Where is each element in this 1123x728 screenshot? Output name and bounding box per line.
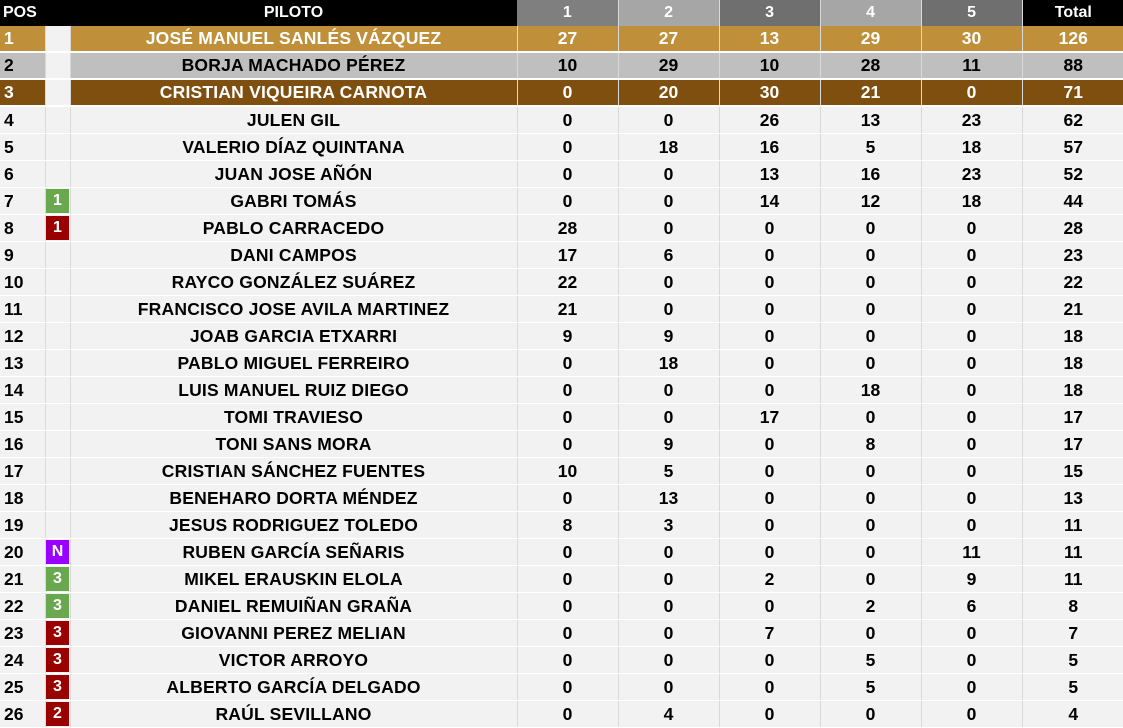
position-cell: 2 (0, 52, 45, 79)
round-3-points: 0 (719, 377, 820, 404)
position-change-cell (45, 269, 70, 296)
position-cell: 13 (0, 350, 45, 377)
round-5-points: 0 (921, 485, 1022, 512)
position-change-cell (45, 404, 70, 431)
round-1-points: 0 (517, 377, 618, 404)
round-2-points: 0 (618, 620, 719, 647)
driver-name: JUAN JOSE AÑÓN (70, 161, 517, 188)
driver-name: RAÚL SEVILLANO (70, 701, 517, 728)
total-points: 44 (1022, 188, 1123, 215)
round-5-points: 9 (921, 566, 1022, 593)
total-points: 11 (1022, 566, 1123, 593)
position-change-cell (45, 134, 70, 161)
position-cell: 15 (0, 404, 45, 431)
position-cell: 26 (0, 701, 45, 728)
position-change-cell (45, 512, 70, 539)
driver-name: JULEN GIL (70, 106, 517, 134)
round-4-points: 5 (820, 647, 921, 674)
round-1-points: 10 (517, 458, 618, 485)
header-pos: POS (0, 0, 70, 26)
position-change-badge: 3 (46, 621, 69, 645)
round-1-points: 0 (517, 593, 618, 620)
round-5-points: 6 (921, 593, 1022, 620)
position-cell: 12 (0, 323, 45, 350)
total-points: 88 (1022, 52, 1123, 79)
table-row (0, 512, 1123, 539)
table-row (0, 215, 1123, 242)
round-1-points: 17 (517, 242, 618, 269)
header-round-3: 3 (719, 0, 820, 26)
position-change-badge: 3 (46, 675, 69, 699)
round-2-points: 0 (618, 269, 719, 296)
position-change-badge: 3 (46, 567, 69, 591)
round-4-points: 0 (820, 485, 921, 512)
round-3-points: 0 (719, 242, 820, 269)
round-5-points: 11 (921, 52, 1022, 79)
table-header (0, 0, 1123, 26)
round-1-points: 28 (517, 215, 618, 242)
table-row (0, 52, 1123, 79)
round-2-points: 18 (618, 134, 719, 161)
driver-name: CRISTIAN VIQUEIRA CARNOTA (70, 79, 517, 106)
round-4-points: 13 (820, 106, 921, 134)
round-5-points: 0 (921, 674, 1022, 701)
position-cell: 14 (0, 377, 45, 404)
round-3-points: 0 (719, 350, 820, 377)
total-points: 15 (1022, 458, 1123, 485)
position-change-cell (45, 161, 70, 188)
round-5-points: 0 (921, 350, 1022, 377)
round-1-points: 22 (517, 269, 618, 296)
position-cell: 22 (0, 593, 45, 620)
header-driver: PILOTO (70, 0, 517, 26)
table-row (0, 566, 1123, 593)
header-round-1: 1 (517, 0, 618, 26)
round-1-points: 0 (517, 404, 618, 431)
position-change-cell (45, 674, 70, 701)
table-row (0, 134, 1123, 161)
round-2-points: 0 (618, 674, 719, 701)
driver-name: BENEHARO DORTA MÉNDEZ (70, 485, 517, 512)
round-2-points: 20 (618, 79, 719, 106)
round-3-points: 0 (719, 593, 820, 620)
round-4-points: 0 (820, 701, 921, 728)
round-2-points: 18 (618, 350, 719, 377)
position-change-badge: 1 (46, 216, 69, 240)
position-change-cell (45, 539, 70, 566)
driver-name: LUIS MANUEL RUIZ DIEGO (70, 377, 517, 404)
total-points: 5 (1022, 674, 1123, 701)
driver-name: BORJA MACHADO PÉREZ (70, 52, 517, 79)
round-5-points: 18 (921, 188, 1022, 215)
round-5-points: 23 (921, 106, 1022, 134)
round-4-points: 0 (820, 215, 921, 242)
total-points: 13 (1022, 485, 1123, 512)
position-cell: 6 (0, 161, 45, 188)
round-4-points: 8 (820, 431, 921, 458)
round-2-points: 13 (618, 485, 719, 512)
driver-name: TONI SANS MORA (70, 431, 517, 458)
header-row (0, 0, 1123, 26)
round-4-points: 0 (820, 269, 921, 296)
driver-name: CRISTIAN SÁNCHEZ FUENTES (70, 458, 517, 485)
round-5-points: 0 (921, 647, 1022, 674)
round-5-points: 0 (921, 323, 1022, 350)
round-4-points: 29 (820, 26, 921, 52)
table-row (0, 323, 1123, 350)
round-4-points: 5 (820, 674, 921, 701)
round-1-points: 8 (517, 512, 618, 539)
round-3-points: 13 (719, 26, 820, 52)
position-change-cell (45, 106, 70, 134)
round-2-points: 0 (618, 404, 719, 431)
position-change-cell (45, 323, 70, 350)
round-2-points: 0 (618, 215, 719, 242)
round-3-points: 0 (719, 431, 820, 458)
round-4-points: 0 (820, 242, 921, 269)
round-1-points: 0 (517, 161, 618, 188)
total-points: 8 (1022, 593, 1123, 620)
position-cell: 9 (0, 242, 45, 269)
table-row (0, 106, 1123, 134)
total-points: 11 (1022, 539, 1123, 566)
position-change-cell (45, 593, 70, 620)
round-1-points: 27 (517, 26, 618, 52)
round-5-points: 11 (921, 539, 1022, 566)
position-cell: 17 (0, 458, 45, 485)
round-1-points: 0 (517, 539, 618, 566)
round-3-points: 13 (719, 161, 820, 188)
table-row (0, 26, 1123, 52)
position-change-cell (45, 647, 70, 674)
round-3-points: 16 (719, 134, 820, 161)
round-3-points: 14 (719, 188, 820, 215)
round-5-points: 0 (921, 404, 1022, 431)
round-2-points: 5 (618, 458, 719, 485)
round-3-points: 0 (719, 512, 820, 539)
round-3-points: 0 (719, 215, 820, 242)
round-3-points: 30 (719, 79, 820, 106)
driver-name: VICTOR ARROYO (70, 647, 517, 674)
round-4-points: 0 (820, 620, 921, 647)
round-4-points: 0 (820, 539, 921, 566)
total-points: 28 (1022, 215, 1123, 242)
position-change-cell (45, 485, 70, 512)
round-3-points: 7 (719, 620, 820, 647)
total-points: 23 (1022, 242, 1123, 269)
round-4-points: 0 (820, 323, 921, 350)
round-5-points: 30 (921, 26, 1022, 52)
table-row (0, 269, 1123, 296)
total-points: 7 (1022, 620, 1123, 647)
position-change-cell (45, 431, 70, 458)
position-change-cell (45, 296, 70, 323)
round-3-points: 0 (719, 323, 820, 350)
total-points: 5 (1022, 647, 1123, 674)
position-cell: 18 (0, 485, 45, 512)
round-3-points: 2 (719, 566, 820, 593)
driver-name: RAYCO GONZÁLEZ SUÁREZ (70, 269, 517, 296)
driver-name: DANI CAMPOS (70, 242, 517, 269)
round-2-points: 27 (618, 26, 719, 52)
position-change-badge: 3 (46, 594, 69, 618)
round-2-points: 0 (618, 296, 719, 323)
driver-name: GABRI TOMÁS (70, 188, 517, 215)
total-points: 18 (1022, 377, 1123, 404)
round-2-points: 0 (618, 539, 719, 566)
driver-name: PABLO CARRACEDO (70, 215, 517, 242)
position-change-cell (45, 215, 70, 242)
round-1-points: 0 (517, 485, 618, 512)
round-3-points: 0 (719, 539, 820, 566)
table-row (0, 593, 1123, 620)
round-4-points: 0 (820, 458, 921, 485)
round-2-points: 0 (618, 161, 719, 188)
total-points: 17 (1022, 404, 1123, 431)
total-points: 22 (1022, 269, 1123, 296)
round-1-points: 0 (517, 674, 618, 701)
total-points: 57 (1022, 134, 1123, 161)
round-4-points: 12 (820, 188, 921, 215)
round-2-points: 0 (618, 188, 719, 215)
round-3-points: 0 (719, 674, 820, 701)
position-change-cell (45, 52, 70, 79)
table-row (0, 79, 1123, 106)
round-4-points: 18 (820, 377, 921, 404)
round-1-points: 0 (517, 188, 618, 215)
position-cell: 8 (0, 215, 45, 242)
round-4-points: 28 (820, 52, 921, 79)
round-3-points: 10 (719, 52, 820, 79)
position-change-cell (45, 701, 70, 728)
round-1-points: 10 (517, 52, 618, 79)
table-row (0, 458, 1123, 485)
position-change-badge: 2 (46, 702, 69, 726)
position-cell: 24 (0, 647, 45, 674)
round-3-points: 26 (719, 106, 820, 134)
round-4-points: 0 (820, 296, 921, 323)
round-1-points: 0 (517, 79, 618, 106)
position-cell: 20 (0, 539, 45, 566)
driver-name: JOAB GARCIA ETXARRI (70, 323, 517, 350)
round-4-points: 16 (820, 161, 921, 188)
driver-name: TOMI TRAVIESO (70, 404, 517, 431)
table-row (0, 674, 1123, 701)
round-1-points: 0 (517, 431, 618, 458)
round-2-points: 29 (618, 52, 719, 79)
round-2-points: 0 (618, 106, 719, 134)
round-2-points: 0 (618, 566, 719, 593)
driver-name: VALERIO DÍAZ QUINTANA (70, 134, 517, 161)
total-points: 17 (1022, 431, 1123, 458)
total-points: 18 (1022, 323, 1123, 350)
round-5-points: 0 (921, 215, 1022, 242)
table-row (0, 296, 1123, 323)
table-row (0, 377, 1123, 404)
table-body (0, 26, 1123, 728)
table-row (0, 539, 1123, 566)
round-2-points: 6 (618, 242, 719, 269)
round-3-points: 0 (719, 458, 820, 485)
driver-name: FRANCISCO JOSE AVILA MARTINEZ (70, 296, 517, 323)
table-row (0, 161, 1123, 188)
round-3-points: 0 (719, 701, 820, 728)
round-3-points: 0 (719, 269, 820, 296)
round-5-points: 0 (921, 79, 1022, 106)
round-4-points: 0 (820, 566, 921, 593)
header-total: Total (1022, 0, 1123, 26)
round-3-points: 17 (719, 404, 820, 431)
driver-name: GIOVANNI PEREZ MELIAN (70, 620, 517, 647)
position-change-cell (45, 458, 70, 485)
round-1-points: 0 (517, 701, 618, 728)
round-4-points: 2 (820, 593, 921, 620)
round-5-points: 23 (921, 161, 1022, 188)
driver-name: MIKEL ERAUSKIN ELOLA (70, 566, 517, 593)
total-points: 71 (1022, 79, 1123, 106)
position-cell: 16 (0, 431, 45, 458)
position-cell: 23 (0, 620, 45, 647)
position-change-cell (45, 242, 70, 269)
round-1-points: 0 (517, 620, 618, 647)
driver-name: JESUS RODRIGUEZ TOLEDO (70, 512, 517, 539)
header-round-5: 5 (921, 0, 1022, 26)
position-change-badge: N (46, 540, 69, 564)
round-2-points: 3 (618, 512, 719, 539)
position-cell: 4 (0, 106, 45, 134)
total-points: 62 (1022, 106, 1123, 134)
round-2-points: 0 (618, 647, 719, 674)
driver-name: JOSÉ MANUEL SANLÉS VÁZQUEZ (70, 26, 517, 52)
position-cell: 7 (0, 188, 45, 215)
round-4-points: 5 (820, 134, 921, 161)
table-row (0, 188, 1123, 215)
round-1-points: 9 (517, 323, 618, 350)
position-cell: 25 (0, 674, 45, 701)
round-2-points: 9 (618, 431, 719, 458)
table-row (0, 431, 1123, 458)
position-change-cell (45, 79, 70, 106)
round-5-points: 0 (921, 242, 1022, 269)
total-points: 4 (1022, 701, 1123, 728)
round-2-points: 0 (618, 593, 719, 620)
round-3-points: 0 (719, 296, 820, 323)
round-5-points: 0 (921, 431, 1022, 458)
round-1-points: 0 (517, 647, 618, 674)
round-5-points: 18 (921, 134, 1022, 161)
round-5-points: 0 (921, 269, 1022, 296)
position-cell: 10 (0, 269, 45, 296)
position-change-cell (45, 620, 70, 647)
position-change-badge: 3 (46, 648, 69, 672)
driver-name: RUBEN GARCÍA SEÑARIS (70, 539, 517, 566)
position-change-cell (45, 566, 70, 593)
table-row (0, 647, 1123, 674)
total-points: 52 (1022, 161, 1123, 188)
position-cell: 1 (0, 26, 45, 52)
round-4-points: 0 (820, 512, 921, 539)
round-5-points: 0 (921, 701, 1022, 728)
driver-name: DANIEL REMUIÑAN GRAÑA (70, 593, 517, 620)
position-cell: 21 (0, 566, 45, 593)
round-4-points: 0 (820, 404, 921, 431)
round-2-points: 0 (618, 377, 719, 404)
position-change-badge: 1 (46, 189, 69, 213)
total-points: 18 (1022, 350, 1123, 377)
header-round-2: 2 (618, 0, 719, 26)
table-row (0, 701, 1123, 728)
total-points: 21 (1022, 296, 1123, 323)
header-round-4: 4 (820, 0, 921, 26)
round-4-points: 0 (820, 350, 921, 377)
position-change-cell (45, 188, 70, 215)
position-change-cell (45, 26, 70, 52)
position-change-cell (45, 377, 70, 404)
round-5-points: 0 (921, 377, 1022, 404)
round-2-points: 9 (618, 323, 719, 350)
position-change-cell (45, 350, 70, 377)
table-row (0, 485, 1123, 512)
total-points: 126 (1022, 26, 1123, 52)
round-1-points: 0 (517, 350, 618, 377)
table-row (0, 620, 1123, 647)
driver-name: PABLO MIGUEL FERREIRO (70, 350, 517, 377)
position-cell: 5 (0, 134, 45, 161)
table-row (0, 350, 1123, 377)
round-5-points: 0 (921, 620, 1022, 647)
round-3-points: 0 (719, 647, 820, 674)
round-2-points: 4 (618, 701, 719, 728)
driver-name: ALBERTO GARCÍA DELGADO (70, 674, 517, 701)
position-cell: 3 (0, 79, 45, 106)
position-cell: 19 (0, 512, 45, 539)
round-1-points: 0 (517, 106, 618, 134)
round-5-points: 0 (921, 512, 1022, 539)
table-row (0, 242, 1123, 269)
round-5-points: 0 (921, 296, 1022, 323)
round-1-points: 0 (517, 566, 618, 593)
round-1-points: 0 (517, 134, 618, 161)
position-cell: 11 (0, 296, 45, 323)
round-4-points: 21 (820, 79, 921, 106)
total-points: 11 (1022, 512, 1123, 539)
round-1-points: 21 (517, 296, 618, 323)
round-3-points: 0 (719, 485, 820, 512)
round-5-points: 0 (921, 458, 1022, 485)
table-row (0, 404, 1123, 431)
